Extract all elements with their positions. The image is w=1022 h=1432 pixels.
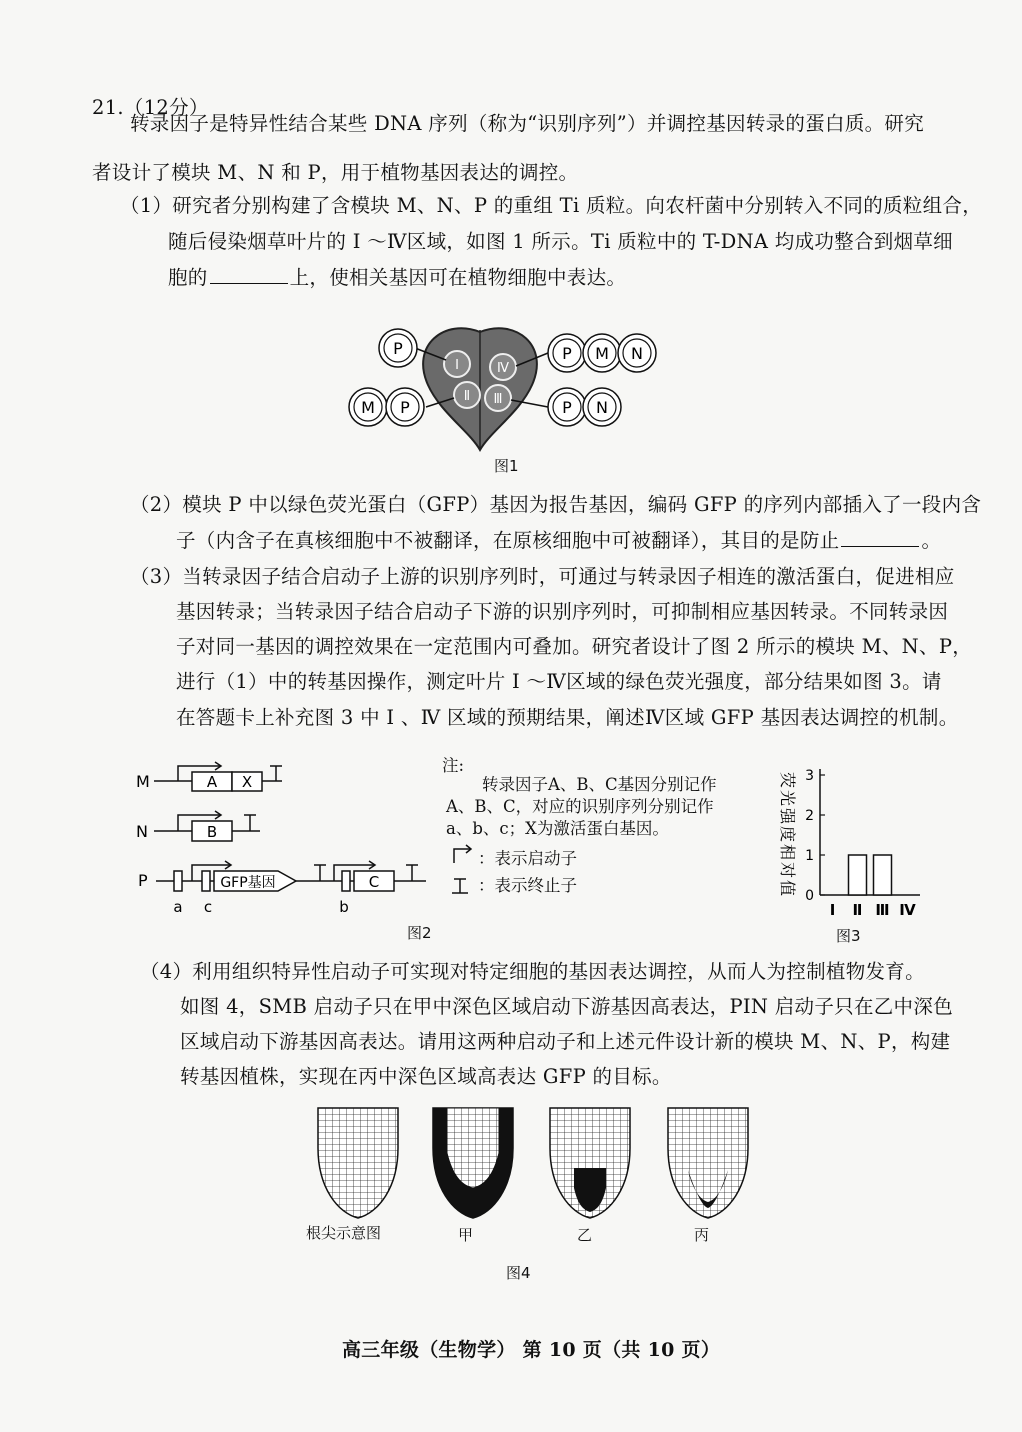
x-tick-label: Ⅲ [875, 901, 890, 919]
plasmid-group-III [548, 388, 621, 426]
part3-line-2: 基因转录；当转录因子结合启动子下游的识别序列时，可抑制相应基因转录。不同转录因 [176, 600, 949, 623]
svg-text:N: N [136, 822, 148, 841]
site-b [342, 871, 350, 891]
svg-text:P: P [393, 339, 403, 358]
site-a [174, 871, 182, 891]
part1-line-1: （1）研究者分别构建了含模块 M、N、P 的重组 Ti 质粒。向农杆菌中分别转入不同的质粒组合， [120, 194, 982, 217]
question-score: （12分） [123, 96, 209, 119]
y-tick-label: 0 [805, 888, 814, 904]
svg-text:Ⅱ: Ⅱ [463, 389, 471, 404]
part2-line-1: （2）模块 P 中以绿色荧光蛋白（GFP）基因为报告基因，编码 GFP 的序列内部插入了一段内含 [130, 493, 982, 516]
part1-line-2: 随后侵染烟草叶片的 Ⅰ ～Ⅳ区域，如图 1 所示。Ti 质粒中的 T-DNA 均成功整合到烟草细 [168, 230, 953, 253]
fig4-label-bing: 丙 [694, 1226, 710, 1244]
svg-text:M: M [361, 398, 375, 417]
note-line-3: a、b、c；X为激活蛋白基因。 [446, 819, 669, 838]
figure-1 [340, 320, 643, 450]
part2-line-2: 子（内含子在真核细胞中不被翻译，在原核细胞中可被翻译），其目的是防止 。 [176, 529, 942, 552]
intro-line-1: 转录因子是特异性结合某些 DNA 序列（称为“识别序列”）并调控基因转录的蛋白质。研究 [130, 112, 925, 135]
svg-text:M: M [595, 344, 609, 363]
note-line-2: A、B、C，对应的识别序列分别记作 [446, 797, 714, 816]
svg-text:P: P [400, 398, 410, 417]
part3-line-3: 子对同一基因的调控效果在一定范围内可叠加。研究者设计了图 2 所示的模块 M、N、P， [176, 635, 973, 658]
part3-line-5: 在答题卡上补充图 3 中 Ⅰ 、Ⅳ 区域的预期结果，阐述Ⅳ区域 GFP 基因表达调控的机制。 [176, 706, 959, 729]
svg-text:A: A [206, 773, 218, 791]
fig4-label-jia: 甲 [458, 1226, 474, 1244]
root-bing [668, 1108, 748, 1218]
question-number: 21. [92, 96, 124, 119]
y-axis-label: 荧光强度相对值 [778, 771, 797, 899]
svg-text:b: b [339, 898, 349, 916]
leaf-region-III [485, 385, 511, 411]
y-tick-label: 1 [805, 848, 814, 864]
leaf-region-II [454, 382, 480, 408]
answer-blank-1[interactable] [210, 265, 288, 284]
svg-text:Ⅲ: Ⅲ [493, 392, 503, 407]
note-title: 注: [442, 756, 465, 775]
figure-4-caption: 图4 [506, 1264, 531, 1282]
figure-2-caption: 图2 [407, 924, 432, 942]
note-line-1: 转录因子A、B、C基因分别记作 [482, 775, 717, 794]
part1-line-3: 胞的 上，使相关基因可在植物细胞中表达。 [168, 266, 627, 289]
fig4-label-schematic: 根尖示意图 [306, 1224, 382, 1242]
page-footer: 高三年级（生物学） 第 10 页（共 10 页） [342, 1339, 721, 1361]
y-tick-label: 2 [805, 808, 814, 824]
figure-3-chart [770, 760, 930, 925]
part4-line-3: 区域启动下游基因高表达。请用这两种启动子和上述元件设计新的模块 M、N、P，构建 [180, 1030, 951, 1053]
svg-text:Ⅳ: Ⅳ [497, 361, 509, 376]
root-yi [550, 1108, 630, 1218]
terminator-icon [452, 879, 468, 893]
bar [874, 855, 892, 895]
x-tick-label: Ⅱ [852, 901, 863, 919]
svg-text:X: X [241, 773, 253, 791]
figure-1-caption: 图1 [494, 457, 519, 475]
svg-text:M: M [136, 772, 150, 791]
svg-text:a: a [173, 898, 183, 916]
plasmid-group-IV [548, 334, 656, 372]
part4-line-2: 如图 4，SMB 启动子只在甲中深色区域启动下游基因高表达，PIN 启动子只在乙中深色 [180, 995, 953, 1018]
part3-line-4: 进行（1）中的转基因操作，测定叶片 Ⅰ ～Ⅳ区域的绿色荧光强度，部分结果如图 3。请 [176, 670, 942, 693]
x-tick-label: Ⅰ [829, 901, 836, 919]
plasmid-group-II [349, 388, 424, 426]
answer-blank-2[interactable] [841, 528, 919, 547]
svg-text:c: c [203, 898, 213, 916]
promoter-legend: ：表示启动子 [478, 849, 577, 868]
svg-text:C: C [368, 873, 380, 891]
site-c [202, 871, 210, 891]
svg-text:B: B [206, 823, 218, 841]
figure-2 [130, 755, 440, 920]
module-n [136, 811, 260, 841]
bar [849, 855, 867, 895]
root-schematic [318, 1108, 398, 1218]
svg-text:P: P [562, 398, 572, 417]
part4-line-4: 转基因植株，实现在丙中深色区域高表达 GFP 的目标。 [180, 1065, 672, 1088]
part4-line-1: （4）利用组织特异性启动子可实现对特定细胞的基因表达调控，从而人为控制植物发育。 [140, 960, 925, 983]
terminator-legend: ：表示终止子 [478, 876, 577, 895]
x-tick-label: Ⅳ [899, 901, 916, 919]
svg-text:N: N [631, 344, 643, 363]
leaf-region-I [444, 351, 470, 377]
svg-text:GFP基因: GFP基因 [220, 875, 276, 891]
intro-line-2: 者设计了模块 M、N 和 P，用于植物基因表达的调控。 [92, 161, 579, 184]
plasmid-group-I [379, 329, 417, 367]
root-jia [433, 1108, 513, 1218]
svg-text:Ⅰ: Ⅰ [455, 358, 459, 373]
y-tick-label: 3 [805, 768, 814, 784]
module-p [138, 861, 426, 916]
figure-3-caption: 图3 [836, 927, 861, 945]
legend-symbols [450, 845, 480, 895]
module-m [136, 762, 282, 791]
leaf-region-IV [490, 354, 516, 380]
part3-line-1: （3）当转录因子结合启动子上游的识别序列时，可通过与转录因子相连的激活蛋白，促进相应 [130, 565, 955, 588]
svg-text:P: P [138, 871, 148, 890]
svg-text:N: N [596, 398, 608, 417]
fig4-label-yi: 乙 [577, 1226, 593, 1244]
svg-text:P: P [562, 344, 572, 363]
